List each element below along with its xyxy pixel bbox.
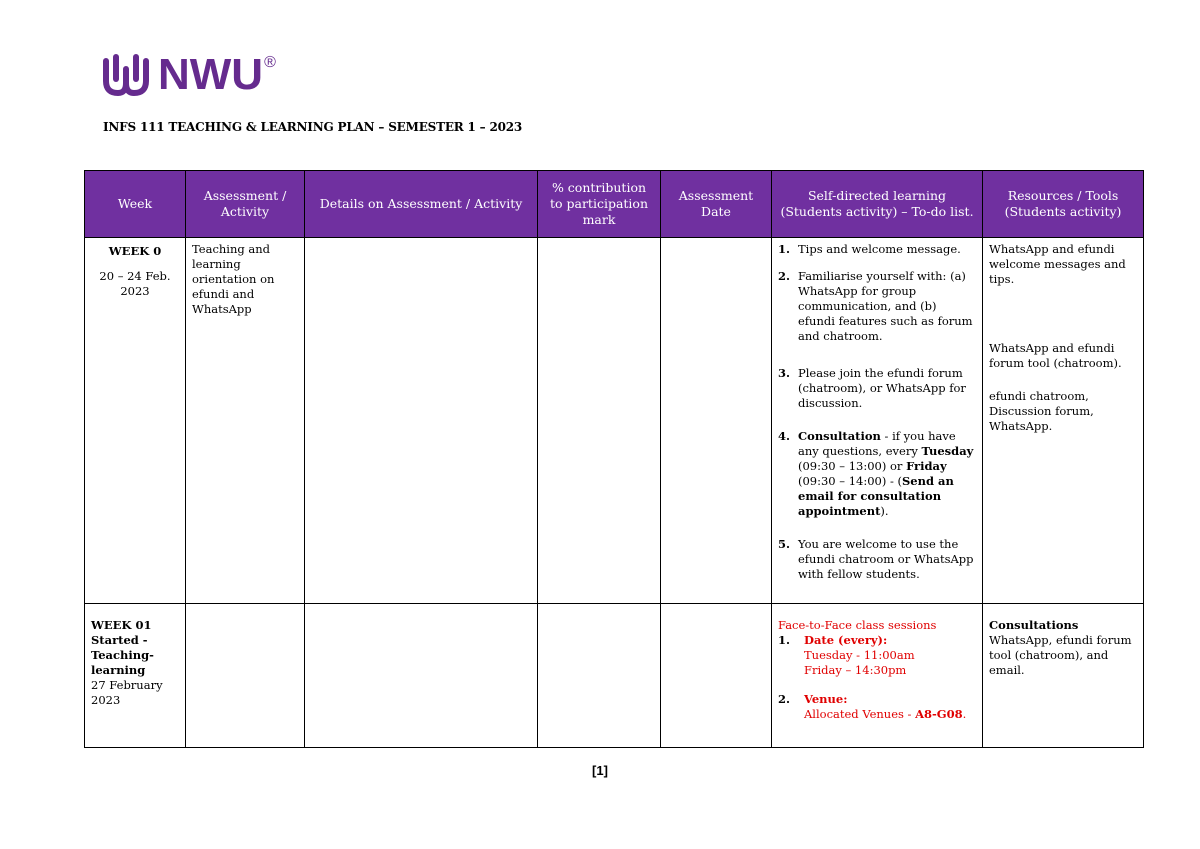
face-to-face-heading: Face-to-Face class sessions bbox=[778, 618, 937, 632]
week01-contribution bbox=[538, 604, 661, 748]
consultations-text: WhatsApp, efundi forum tool (chatroom), and email. bbox=[989, 633, 1132, 677]
week0-dates: 20 – 24 Feb. 2023 bbox=[99, 269, 171, 298]
header-contribution: % contribution to participation mark bbox=[538, 171, 661, 238]
header-resources-tools: Resources / Tools (Students activity) bbox=[983, 171, 1144, 238]
list-item: 5. You are welcome to use the efundi chatroom or WhatsApp with fellow students. bbox=[778, 537, 974, 581]
week0-todo bbox=[772, 238, 983, 604]
week01-details bbox=[305, 604, 538, 748]
resource-item: efundi chatroom, Discussion forum, WhatsApp. bbox=[989, 389, 1094, 433]
header-details: Details on Assessment / Activity bbox=[305, 171, 538, 238]
consultations-title: Consultations bbox=[989, 618, 1079, 632]
list-item: 2. Venue: Allocated Venues - A8-G08. bbox=[778, 692, 967, 721]
week01-started: Started - Teaching-learning bbox=[91, 633, 154, 677]
week0-label: WEEK 0 bbox=[108, 244, 162, 258]
header-assessment-date: Assessment Date bbox=[661, 171, 772, 238]
document-title: INFS 111 TEACHING & LEARNING PLAN – SEMESTER 1 – 2023 bbox=[103, 120, 523, 134]
nwu-emblem-icon bbox=[100, 51, 152, 99]
week01-date: 27 February 2023 bbox=[91, 678, 163, 707]
logo-wordmark: NWU bbox=[158, 50, 264, 99]
week0-resources bbox=[983, 238, 1144, 604]
week0-cell bbox=[85, 238, 186, 604]
page-number: [1] bbox=[592, 763, 608, 778]
table-row bbox=[85, 604, 1144, 748]
list-item: 2. Familiarise yourself with: (a) WhatsApp for group communication, and (b) efundi features such as forum and chatroom. bbox=[778, 269, 973, 343]
week0-activity: Teaching and learning orientation on efundi and WhatsApp bbox=[186, 238, 305, 604]
table-header-row bbox=[85, 171, 1144, 238]
resource-item: WhatsApp and efundi welcome messages and tips. bbox=[989, 242, 1126, 286]
list-item: 4. Consultation - if you have any questions, every Tuesday (09:30 – 13:00) or Friday (09:30 – 14:00) - (Send an email for consultation appointment). bbox=[778, 429, 974, 518]
week0-contribution bbox=[538, 238, 661, 604]
header-self-directed-learning: Self-directed learning (Students activity) – To-do list. bbox=[772, 171, 983, 238]
list-item: 1. Tips and welcome message. bbox=[778, 242, 961, 256]
registered-mark: ® bbox=[264, 54, 276, 71]
table-row bbox=[85, 238, 1144, 604]
header-week: Week bbox=[85, 171, 186, 238]
week01-resources bbox=[983, 604, 1144, 748]
header-assessment-activity: Assessment / Activity bbox=[186, 171, 305, 238]
list-item: 1. Date (every): Tuesday - 11:00am Friday – 14:30pm bbox=[778, 633, 915, 677]
week01-label: WEEK 01 bbox=[91, 618, 152, 632]
nwu-logo bbox=[100, 50, 276, 100]
week0-details bbox=[305, 238, 538, 604]
week01-todo bbox=[772, 604, 983, 748]
teaching-plan-table bbox=[84, 170, 1144, 748]
list-item: 3. Please join the efundi forum (chatroom), or WhatsApp for discussion. bbox=[778, 366, 966, 410]
week01-activity bbox=[186, 604, 305, 748]
resource-item: WhatsApp and efundi forum tool (chatroom). bbox=[989, 341, 1122, 370]
week01-cell bbox=[85, 604, 186, 748]
week01-assessment-date bbox=[661, 604, 772, 748]
week0-assessment-date bbox=[661, 238, 772, 604]
